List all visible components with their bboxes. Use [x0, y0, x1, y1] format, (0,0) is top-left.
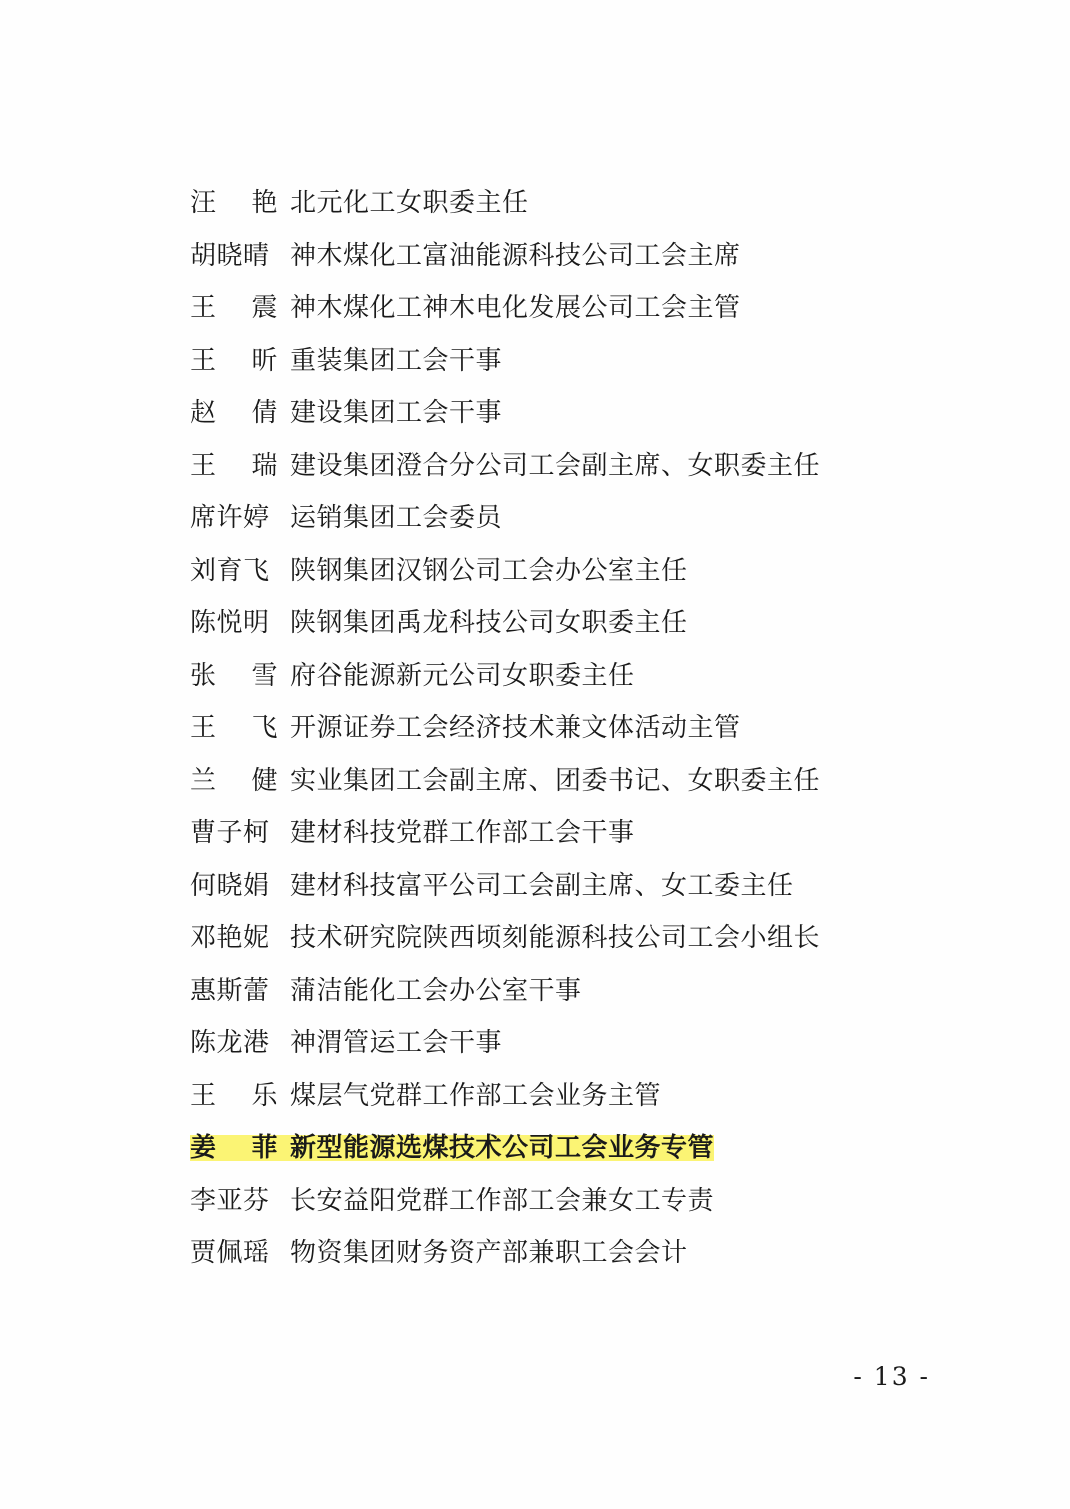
list-item — [190, 660, 930, 691]
person-title: 蒲洁能化工会办公室干事 — [290, 975, 582, 1006]
person-name: 陈悦明 — [190, 608, 270, 638]
person-name: 邓艳妮 — [190, 923, 270, 953]
person-name: 姜 菲 — [190, 1135, 290, 1161]
person-title: 神木煤化工神木电化发展公司工会主管 — [290, 293, 741, 323]
person-name: 胡晓晴 — [190, 240, 270, 271]
person-title: 技术研究院陕西顷刻能源科技公司工会小组长 — [290, 923, 821, 953]
list-item — [190, 555, 930, 586]
list-item — [190, 870, 930, 901]
list-item — [190, 295, 930, 321]
person-title: 开源证券工会经济技术兼文体活动主管 — [290, 713, 741, 743]
person-name: 何晓娟 — [190, 870, 270, 901]
entry-list — [190, 190, 930, 1293]
list-item — [190, 505, 930, 531]
page-number: - 13 - — [853, 1362, 930, 1391]
person-title: 府谷能源新元公司女职委主任 — [290, 660, 635, 691]
list-item — [190, 975, 930, 1006]
person-title: 煤层气党群工作部工会业务主管 — [290, 1080, 662, 1111]
person-title: 神渭管运工会干事 — [290, 1028, 503, 1058]
person-title: 长安益阳党群工作部工会兼女工专责 — [290, 1185, 715, 1216]
person-name: 王 瑞 — [190, 450, 278, 481]
person-name: 曹子柯 — [190, 818, 270, 848]
list-item — [190, 765, 930, 796]
person-name: 席许婷 — [190, 503, 270, 533]
list-item — [190, 345, 930, 376]
list-item — [190, 400, 930, 426]
person-title: 重装集团工会干事 — [290, 345, 503, 376]
list-item — [190, 925, 930, 951]
person-title: 北元化工女职委主任 — [290, 188, 529, 218]
person-title: 运销集团工会委员 — [290, 503, 503, 533]
person-name: 惠斯蕾 — [190, 975, 270, 1006]
list-item — [190, 240, 930, 271]
person-name: 王 震 — [190, 293, 278, 323]
person-name: 王 乐 — [190, 1080, 278, 1111]
person-name: 贾佩瑶 — [190, 1238, 270, 1268]
person-title: 新型能源选煤技术公司工会业务专管 — [290, 1133, 715, 1163]
list-item — [190, 190, 930, 216]
person-name: 陈龙港 — [190, 1028, 270, 1058]
person-title: 建材科技党群工作部工会干事 — [290, 818, 635, 848]
person-name: 兰 健 — [190, 765, 278, 796]
person-title: 实业集团工会副主席、团委书记、女职委主任 — [290, 765, 821, 796]
list-item — [190, 610, 930, 636]
list-item — [190, 450, 930, 481]
person-name: 刘育飞 — [190, 555, 270, 586]
person-title: 陕钢集团汉钢公司工会办公室主任 — [290, 555, 688, 586]
person-name: 王 飞 — [190, 713, 278, 743]
person-title: 建设集团工会干事 — [290, 398, 503, 428]
person-title: 物资集团财务资产部兼职工会会计 — [290, 1238, 688, 1268]
list-item — [190, 1080, 930, 1111]
person-name: 王 昕 — [190, 345, 278, 376]
person-name: 汪 艳 — [190, 188, 278, 218]
list-item — [190, 1135, 930, 1161]
list-item — [190, 1030, 930, 1056]
list-item — [190, 1240, 930, 1266]
person-name: 赵 倩 — [190, 398, 278, 428]
person-name: 张 雪 — [190, 660, 278, 691]
list-item — [190, 820, 930, 846]
list-item — [190, 1185, 930, 1216]
person-title: 陕钢集团禹龙科技公司女职委主任 — [290, 608, 688, 638]
list-item — [190, 715, 930, 741]
person-title: 建设集团澄合分公司工会副主席、女职委主任 — [290, 450, 821, 481]
person-name: 李亚芬 — [190, 1185, 270, 1216]
person-title: 神木煤化工富油能源科技公司工会主席 — [290, 240, 741, 271]
person-title: 建材科技富平公司工会副主席、女工委主任 — [290, 870, 794, 901]
